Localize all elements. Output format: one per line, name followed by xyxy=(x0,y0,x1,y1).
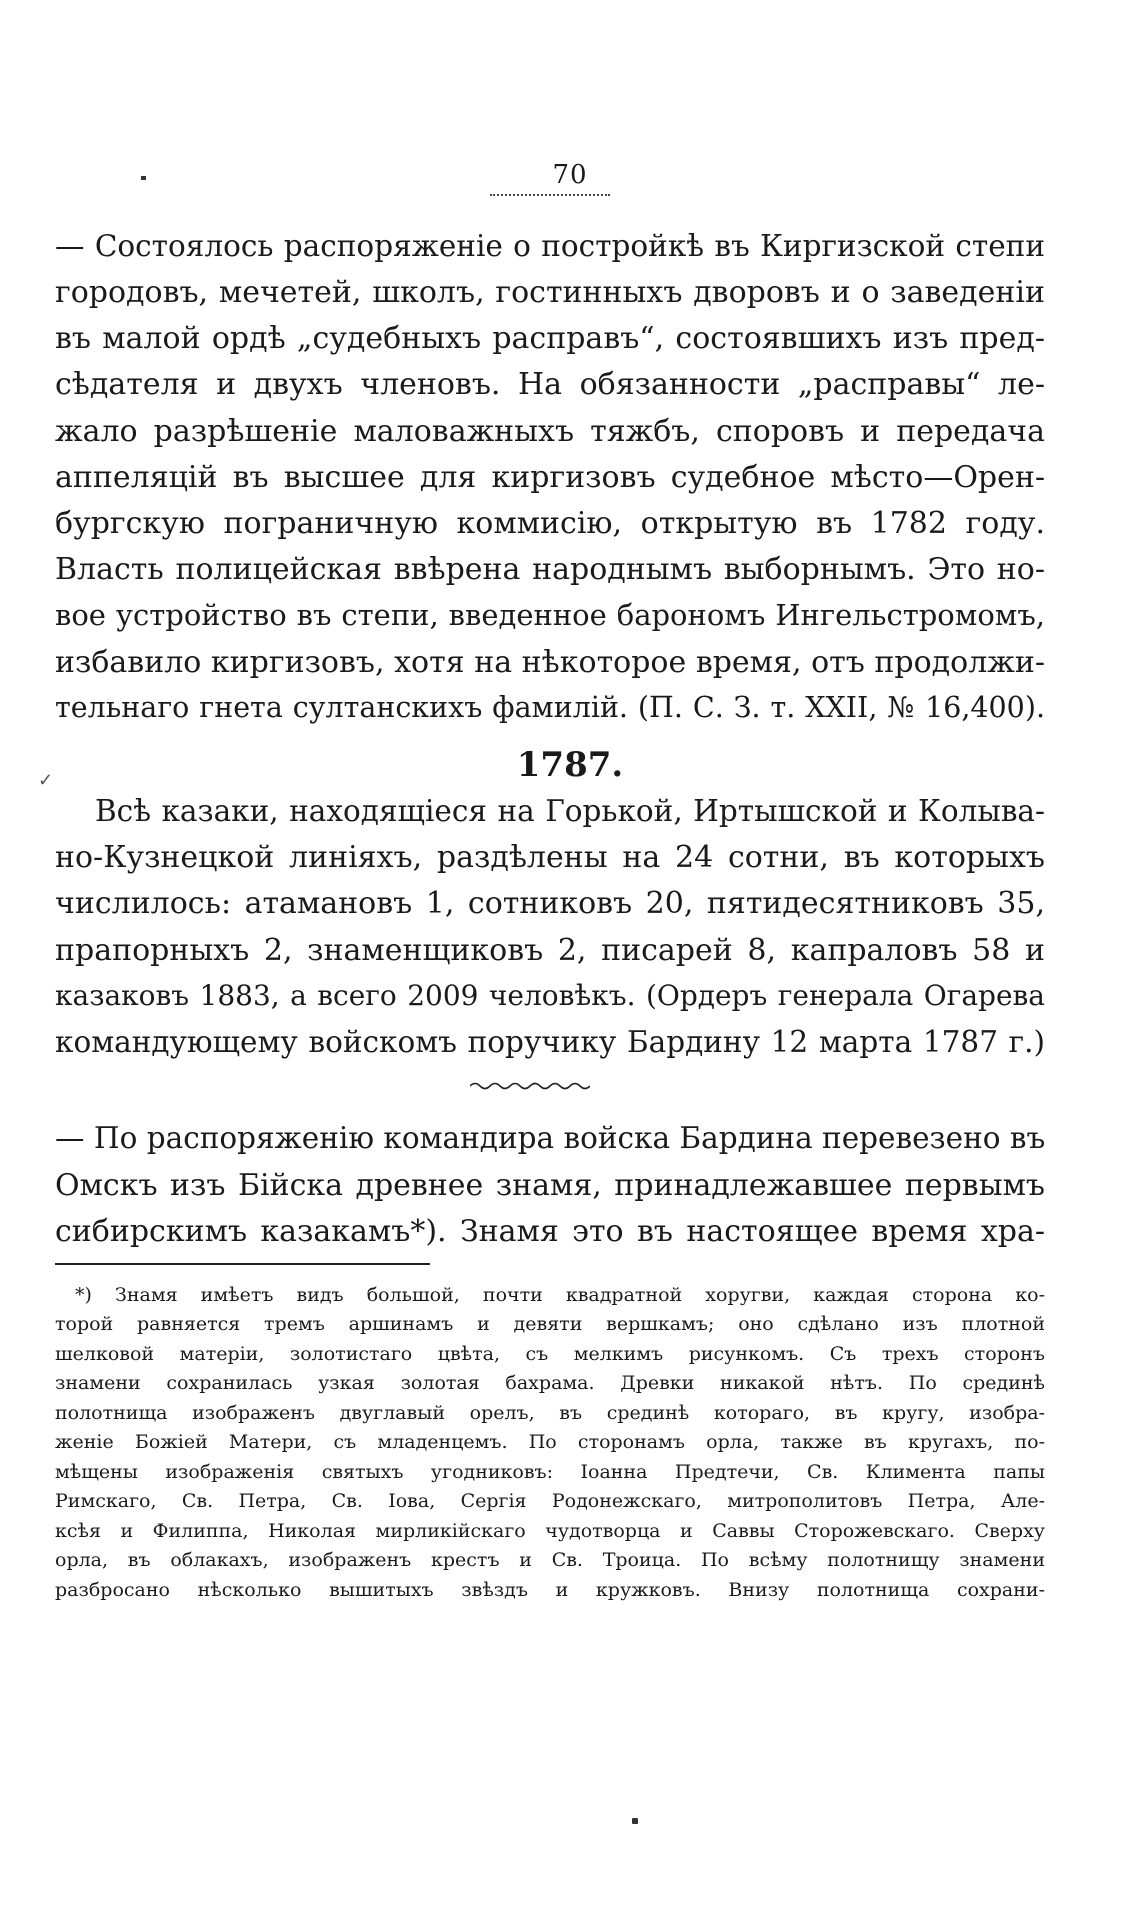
intro-line-10: избавило киргизовъ, хотя на нѣкоторое время, отъ продолжи- xyxy=(55,645,1045,680)
intro-line-7: бургскую пограничную коммисію, открытую въ 1782 году. xyxy=(55,506,1045,541)
intro-line-5: жало разрѣшеніе маловажныхъ тяжбъ, споровъ и передача xyxy=(55,414,1045,449)
intro-line-11: тельнаго гнета султанскихъ фамилій. (П. С. З. т. XXII, № 16,400). xyxy=(55,691,1045,724)
footnote-line-10: орла, въ облакахъ, изображенъ крестъ и Св. Троица. По всѣму полотнищу знамени xyxy=(55,1549,1045,1571)
footnote-line-1: *) Знамя имѣетъ видъ большой, почти квадратной хоругви, каждая сторона ко- xyxy=(75,1284,1045,1306)
intro-line-6: аппеляцій въ высшее для киргизовъ судебное мѣсто—Орен- xyxy=(55,460,1045,495)
cossack-line-1: Всѣ казаки, находящіеся на Горькой, Иртышской и Колыва- xyxy=(95,794,1045,828)
cossack-line-6: командующему войскомъ поручику Бардину 12 марта 1787 г.) xyxy=(55,1025,1045,1059)
cossack-line-5: казаковъ 1883, а всего 2009 человѣкъ. (Ордеръ генерала Огарева xyxy=(55,979,1045,1012)
cossack-line-4: прапорныхъ 2, знаменщиковъ 2, писарей 8, капраловъ 58 и xyxy=(55,933,1045,968)
footnote-line-9: ксѣя и Филиппа, Николая мирликійскаго чудотворца и Саввы Сторожевскаго. Сверху xyxy=(55,1520,1045,1542)
intro-line-8: Власть полицейская ввѣрена народнымъ выборнымъ. Это но- xyxy=(55,552,1045,587)
cossack-line-2: но-Кузнецкой линіяхъ, раздѣлены на 24 сотни, въ которыхъ xyxy=(55,840,1045,875)
footnote-line-11: разбросано нѣсколько вышитыхъ звѣздъ и кружковъ. Внизу полотнища сохрани- xyxy=(55,1579,1045,1601)
bottom-ink-mark xyxy=(632,1818,638,1824)
margin-check-mark: ✓ xyxy=(38,770,54,791)
page-number-dotted-rule xyxy=(490,190,610,196)
intro-line-1: — Состоялось распоряженіе о постройкѣ въ Киргизской степи xyxy=(55,229,1045,263)
wavy-section-divider xyxy=(470,1080,590,1092)
intro-line-3: въ малой ордѣ „судебныхъ расправъ“, состоявшихъ изъ пред- xyxy=(55,321,1045,356)
intro-line-4: сѣдателя и двухъ членовъ. На обязанности „расправы“ ле- xyxy=(55,367,1045,402)
footnote-separator-rule xyxy=(55,1263,430,1265)
footnote-line-4: знамени сохранилась узкая золотая бахрама. Древки никакой нѣтъ. По срединѣ xyxy=(55,1372,1045,1394)
footnote-line-2: торой равняется тремъ аршинамъ и девяти вершкамъ; оно сдѣлано изъ плотной xyxy=(55,1313,1045,1335)
intro-line-2: городовъ, мечетей, школъ, гостинныхъ дворовъ и о заведеніи xyxy=(55,275,1045,310)
footnote-line-5: полотнища изображенъ двуглавый орелъ, въ срединѣ котораго, въ кругу, изобра- xyxy=(55,1402,1045,1424)
footnote-line-6: женіе Божіей Матери, съ младенцемъ. По сторонамъ орла, также въ кругахъ, по- xyxy=(55,1431,1045,1453)
banner-line-3: сибирскимъ казакамъ*). Знамя это въ настоящее время хра- xyxy=(55,1214,1045,1249)
intro-line-9: вое устройство въ степи, введенное барономъ Ингельстромомъ, xyxy=(55,598,1045,632)
cossack-line-3: числилось: атамановъ 1, сотниковъ 20, пятидесятниковъ 35, xyxy=(55,886,1045,921)
footnote-line-7: мѣщены изображенія святыхъ угодниковъ: Іоанна Предтечи, Св. Климента папы xyxy=(55,1461,1045,1483)
banner-line-1: — По распоряженію командира войска Бардина перевезено въ xyxy=(55,1121,1046,1155)
year-heading: 1787. xyxy=(516,745,624,785)
page-number: 70 xyxy=(552,160,588,190)
footnote-line-8: Римскаго, Св. Петра, Св. Іова, Сергія Родонежскаго, митрополитовъ Петра, Але- xyxy=(55,1490,1045,1512)
footnote-line-3: шелковой матеріи, золотистаго цвѣта, съ мелкимъ рисункомъ. Съ трехъ сторонъ xyxy=(55,1343,1045,1365)
banner-line-2: Омскъ изъ Бійска древнее знамя, принадлежавшее первымъ xyxy=(55,1168,1045,1203)
